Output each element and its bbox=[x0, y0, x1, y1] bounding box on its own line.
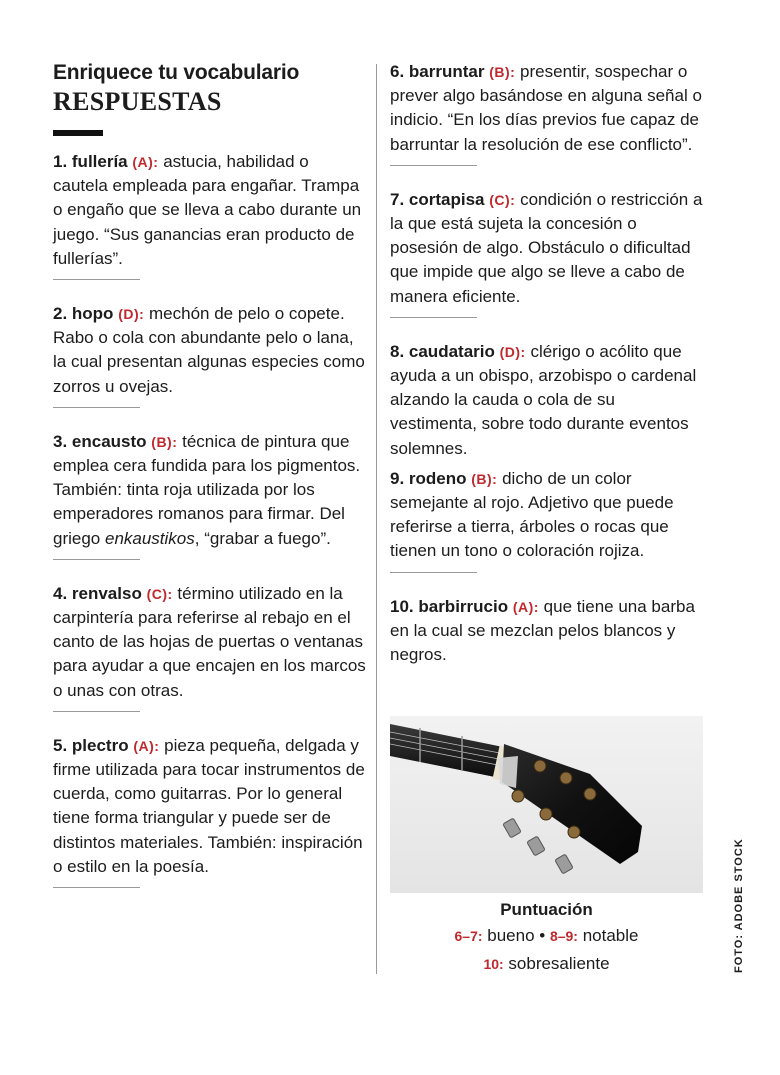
entry-separator bbox=[53, 407, 140, 408]
entry-letter: (B): bbox=[151, 433, 178, 450]
score-title: Puntuación bbox=[500, 900, 593, 919]
entry-definition: condición o restricción a la que está sujeta la concesión o posesión de algo. Obstáculo o dificultad que impide que algo se lleve a cabo de manera eficiente. bbox=[390, 189, 703, 306]
entry-term: 10. barbirrucio bbox=[390, 596, 509, 616]
entry-letter: (B): bbox=[471, 470, 498, 487]
entry-definition: astucia, habilidad o cautela empleada para engañar. Trampa o engaño que se lleva a cabo durante un juego. “Sus ganancias eran producto de fullerías”. bbox=[53, 152, 362, 268]
entry-separator bbox=[390, 165, 477, 166]
entry-letter: (D): bbox=[118, 306, 145, 323]
entry-separator bbox=[53, 279, 140, 280]
entry-letter: (A): bbox=[133, 737, 160, 754]
entry-separator bbox=[390, 572, 477, 573]
entry-term: 3. encausto bbox=[53, 431, 147, 451]
entry-term: 1. fullería bbox=[53, 152, 128, 171]
entry-separator bbox=[53, 887, 140, 888]
score-label: notable bbox=[577, 926, 639, 945]
answer-entry-2 bbox=[53, 302, 367, 399]
entry-definition-tail: , “grabar a fuego”. bbox=[194, 528, 331, 548]
entry-term: 6. barruntar bbox=[390, 62, 485, 81]
answer-entry-4 bbox=[53, 582, 367, 703]
score-bullet: • bbox=[534, 926, 550, 945]
left-column bbox=[53, 60, 367, 888]
entry-definition: pieza pequeña, delgada y firme utilizada para tocar instrumentos de cuerda, como guitarras. Por lo general tiene forma triangular y puede ser de distintos materiales. También: inspiración o estilo en la poesía. bbox=[53, 735, 365, 876]
entry-letter: (C): bbox=[146, 585, 173, 602]
page-title: Enriquece tu vocabulario bbox=[53, 61, 300, 84]
score-label: bueno bbox=[482, 926, 535, 945]
guitar-headstock-icon bbox=[390, 716, 703, 893]
page-subtitle: RESPUESTAS bbox=[53, 87, 222, 116]
photo-credit: FOTO: ADOBE STOCK bbox=[733, 838, 745, 973]
answer-entry-9 bbox=[390, 467, 703, 564]
entry-definition: término utilizado en la carpintería para referirse al rebajo en el canto de las hojas de puertas o ventanas para ayudar a que encajen en los marcos o unas con otras. bbox=[53, 583, 366, 700]
column-divider bbox=[376, 64, 377, 974]
entry-term: 9. rodeno bbox=[390, 468, 467, 488]
guitar-headstock-photo bbox=[390, 716, 703, 893]
entry-separator bbox=[390, 317, 477, 318]
entry-term: 8. caudatario bbox=[390, 341, 495, 361]
title-bar-rule bbox=[53, 130, 103, 136]
entry-definition: que tiene una barba en la cual se mezclan pelos blancos y negros. bbox=[390, 596, 695, 665]
entry-definition: mechón de pelo o copete. Rabo o cola con abundante pelo o lana, la cual presentan algunas especies como zorros u ovejas. bbox=[53, 304, 365, 396]
right-column bbox=[390, 60, 703, 667]
answer-entry-1 bbox=[53, 150, 367, 271]
entry-letter: (A): bbox=[132, 154, 159, 170]
answer-entry-6 bbox=[390, 60, 703, 157]
answer-entry-10 bbox=[390, 595, 703, 668]
entry-term: 2. hopo bbox=[53, 304, 114, 324]
entry-letter: (A): bbox=[512, 598, 539, 615]
entry-separator bbox=[53, 559, 140, 560]
entry-term: 5. plectro bbox=[53, 735, 129, 755]
entry-letter: (D): bbox=[499, 343, 526, 360]
entry-definition: clérigo o acólito que ayuda a un obispo, arzobispo o cardenal alzando la cauda o cola de su vestimenta, sobre todo durante eventos solemnes. bbox=[390, 341, 697, 458]
score-range: 8–9: bbox=[549, 928, 578, 944]
entry-term: 7. cortapisa bbox=[390, 189, 485, 209]
score-range: 10: bbox=[483, 956, 504, 972]
entry-letter: (C): bbox=[489, 191, 516, 208]
score-row-2 bbox=[390, 950, 703, 978]
score-label: sobresaliente bbox=[503, 954, 610, 973]
score-range: 6–7: bbox=[454, 928, 483, 944]
entry-separator bbox=[53, 711, 140, 712]
entry-definition: presentir, sospechar o prever algo basándose en alguna señal o indicio. “En los días previos fue capaz de barruntar la resolución de ese conflicto”. bbox=[390, 62, 702, 154]
answer-entry-8 bbox=[390, 340, 703, 461]
entry-definition: dicho de un color semejante al rojo. Adjetivo que puede referirse a tierra, árboles o rocas que tienen un tono o coloración rojiza. bbox=[390, 468, 674, 561]
answer-entry-5 bbox=[53, 734, 367, 879]
entry-italic-word: enkaustikos bbox=[104, 528, 195, 548]
answer-entry-7 bbox=[390, 188, 703, 309]
answer-entry-3 bbox=[53, 430, 367, 551]
score-row-1 bbox=[390, 922, 703, 950]
entry-letter: (B): bbox=[489, 64, 516, 80]
entry-definition: técnica de pintura que emplea cera fundida para los pigmentos. También: tinta roja utilizada por los emperadores romanos para firmar. Del griego bbox=[53, 431, 361, 548]
score-panel bbox=[390, 898, 703, 978]
entry-term: 4. renvalso bbox=[53, 583, 142, 603]
